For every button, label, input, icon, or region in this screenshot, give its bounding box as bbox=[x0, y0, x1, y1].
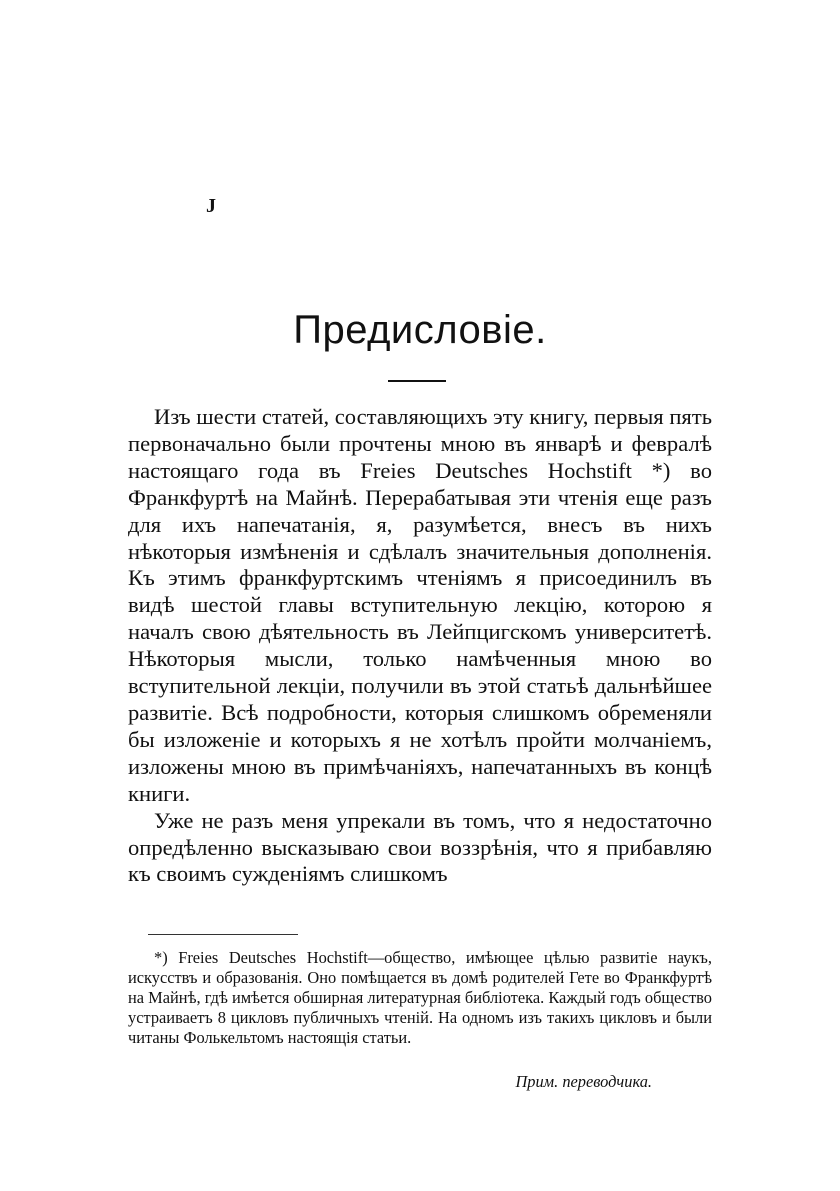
page-title: Предисловіе. bbox=[293, 308, 547, 352]
footnote-text: *) Freies Deutsches Hochstift—общество, имѣющее цѣлью развитіе наукъ, искусствъ и образованія. Оно помѣщается въ домѣ родителей Гете во Франкфуртѣ на Майнѣ, гдѣ имѣется обширная литературная библіотека. Каждый годъ общество устраиваетъ 8 цикловъ публичныхъ чтеній. На одномъ изъ такихъ цикловъ и были читаны Фолькельтомъ настоящія статьи. bbox=[128, 948, 712, 1047]
paragraph-1: Изъ шести статей, составляющихъ эту книгу, первыя пять первоначально были прочтены мною въ январѣ и февралѣ настоящаго года въ Freies Deutsches Hochstift *) во Франкфуртѣ на Майнѣ. Перерабатывая эти чтенія еще разъ для ихъ напечатанія, я, разумѣется, внесъ въ нихъ нѣкоторыя измѣненія и сдѣлалъ значительныя дополненія. Къ этимъ франкфуртскимъ чтеніямъ я присоединилъ въ видѣ шестой главы вступительную лекцію, которою я началъ свою дѣятельность въ Лейпцигскомъ университетѣ. Нѣкоторыя мысли, только намѣченныя мною во вступительной лекціи, получили въ этой статьѣ дальнѣйшее развитіе. Всѣ подробности, которыя слишкомъ обременяли бы изложеніе и которыхъ я не хотѣлъ пройти молчаніемъ, изложены мною въ примѣчаніяхъ, напечатанныхъ въ концѣ книги. bbox=[128, 404, 712, 806]
title-divider bbox=[388, 380, 446, 382]
page-mark: J bbox=[206, 195, 216, 217]
paragraph-2: Уже не разъ меня упрекали въ томъ, что я недостаточно опредѣленно высказываю свои воззрѣнія, что я прибавляю къ своимъ сужденіямъ слишкомъ bbox=[128, 807, 712, 887]
footnote-divider bbox=[148, 934, 298, 935]
body-text bbox=[128, 404, 712, 888]
footnote-signature: Прим. переводчика. bbox=[515, 1072, 652, 1091]
footnote bbox=[128, 948, 712, 1048]
